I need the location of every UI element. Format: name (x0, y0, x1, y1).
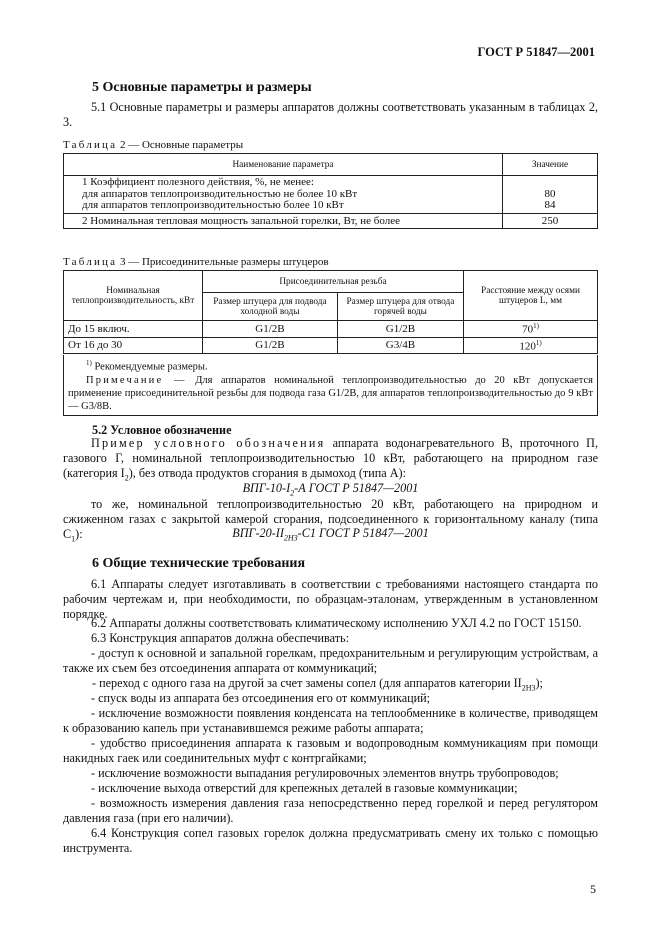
table-cell: От 16 до 30 (64, 337, 203, 354)
table-3 (63, 270, 598, 354)
designation-example-2: ВПГ-$20-II_{2Н3}-С1$ ГОСТ Р 51847—2001 (232, 526, 429, 543)
paragraph-6-4: 6.4 Конструкция сопел газовых горелок должна предусматривать смену их только с помощью инструмента. (63, 826, 598, 856)
bullet-3: - спуск воды из аппарата без отсоединения его от коммуникаций; (91, 691, 431, 705)
section-6-title: 6 Общие технические требования (92, 556, 306, 571)
table-3-footnote: $^{1)}$ Рекомендуемые размеры. (86, 359, 208, 373)
bullet-1: - доступ к основной и запальной горелкам, предохранительным и регулирующим устройствам, а также их съем без отсоединения аппарата от коммуникаций; (63, 646, 598, 676)
table-cell: G1/2B (203, 321, 338, 338)
table-2-caption: Таблица 2 — Основные параметры (63, 139, 244, 151)
table-2 (63, 153, 598, 229)
paragraph-5-1: 5.1 Основные параметры и размеры аппаратов должны соответствовать указанным в таблицах 2, 3. (63, 100, 598, 130)
table-3-header-hot: Размер штуцера для отвода горячей воды (337, 293, 463, 321)
table-2-header-param: Наименование параметра (64, 154, 503, 176)
bullet-5: - удобство присоединения аппарата к газовым и водопроводным коммуникациям при помощи накидных гаек или соединительных муфт с контргайками; (63, 736, 598, 766)
paragraph-6-2: 6.2 Аппараты должны соответствовать климатическому исполнению УХЛ 4.2 по ГОСТ 15150. (91, 616, 582, 630)
table-cell: G3/4B (337, 337, 463, 354)
bullet-2: - переход с одного газа на другой за счет замены сопел (для аппаратов категории $II_{2Н3}$); (92, 676, 543, 693)
table-2-header-value: Значение (503, 154, 598, 176)
table-3-header-distance: Расстояние между осями штуцеров L, мм (464, 271, 598, 321)
bullet-6: - исключение возможности выпадания регулировочных элементов внутрь трубопроводов; (91, 766, 559, 780)
table-row (64, 337, 598, 354)
table-3-header-cold: Размер штуцера для подвода холодной воды (203, 293, 338, 321)
table-row (64, 321, 598, 338)
paragraph-5-2: Пример условного обозначения аппарата водонагревательного В, проточного П, газового Г, номинальной теплопроизводительностью 10 кВт, работающего на природном газе (категория $I_2$), без отвода продуктов сгорания в дымоход (типа А): (63, 436, 599, 483)
table-cell: До 15 включ. (64, 321, 203, 338)
table-cell: G1/2B (337, 321, 463, 338)
table-3-notes (63, 355, 598, 416)
table-2-row-2-value: 250 (503, 213, 598, 228)
table-2-row-2: 2 Номинальная тепловая мощность запальной горелки, Вт, не более (64, 213, 503, 228)
table-2-row-1: 1 Коэффициент полезного действия, %, не менее: для аппаратов теплопроизводительностью не более 10 кВт для аппаратов теплопроизводительностью более 10 кВт (64, 176, 503, 214)
bullet-8: - возможность измерения давления газа непосредственно перед горелкой и перед регулятором давления газа (при его наличии). (63, 796, 598, 826)
paragraph-6-1: 6.1 Аппараты следует изготавливать в соответствии с требованиями настоящего стандарта по рабочим чертежам и, при необходимости, по образцам-эталонам, утвержденным в установленном порядке. (63, 577, 598, 622)
table-cell: 120$^{1)}$ (464, 337, 598, 354)
paragraph-5-2-cont: то же, номинальной теплопроизводительностью 20 кВт, работающего на природном и сжиженном газах с закрытой камерой сгорания, подсоединенного к горизонтальному каналу (типа $С_1$): (63, 497, 598, 544)
table-cell: G1/2B (203, 337, 338, 354)
document-header: ГОСТ Р 51847—2001 (477, 45, 595, 59)
table-3-caption: Таблица 3 — Присоединительные размеры штуцеров (63, 256, 329, 268)
bullet-7: - исключение выхода отверстий для крепежных деталей в газовые коммуникации; (91, 781, 518, 795)
bullet-4: - исключение возможности появления конденсата на теплообменнике в количестве, приводящем к образованию капель при устанавившемся режиме работы аппарата; (63, 706, 598, 736)
table-2-row-1-values: 80 84 (503, 176, 598, 214)
table-3-header-thread: Присоединительная резьба (203, 271, 464, 293)
paragraph-6-3: 6.3 Конструкция аппаратов должна обеспечивать: (91, 631, 350, 645)
table-3-note: Примечание — Для аппаратов номинальной теплопроизводительностью до 20 кВт допускается применение присоединительной резьбы для подвода газа G1/2B, для аппаратов теплопроизводительностью до 9 кВт — G3/8B. (68, 374, 593, 412)
section-5-title: 5 Основные параметры и размеры (92, 80, 312, 95)
designation-example-1: ВПГ-$10-I_2-А$ ГОСТ Р 51847—2001 (242, 481, 419, 498)
table-3-header-power: Номинальная теплопроизводительность, кВт (64, 271, 203, 321)
section-5-2-title: 5.2 Условное обозначение (92, 423, 232, 437)
page-number: 5 (590, 882, 596, 896)
table-cell: 70$^{1)}$ (464, 321, 598, 338)
